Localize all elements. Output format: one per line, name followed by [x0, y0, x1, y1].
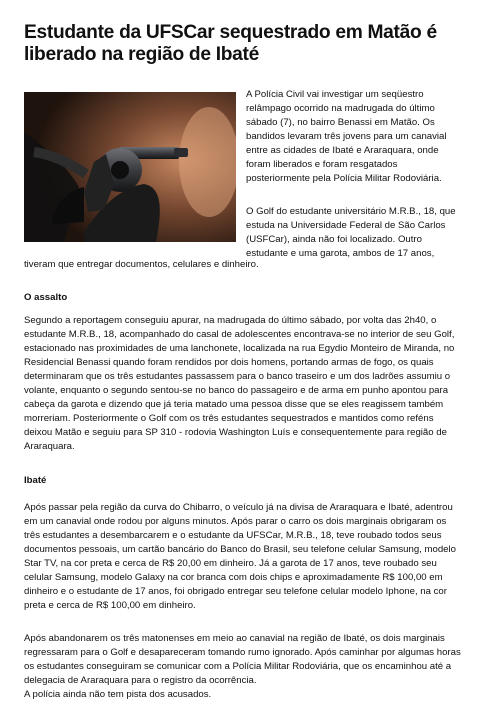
- section-heading-assalto: O assalto: [24, 292, 68, 303]
- revolver-image: [24, 92, 236, 242]
- section-ibate-paragraph-3: A polícia ainda não tem pista dos acusados.: [24, 689, 212, 700]
- intro-paragraph-2-tail: tiveram que entregar documentos, celulares e dinheiro.: [24, 259, 259, 270]
- intro-paragraph-2: O Golf do estudante universitário M.R.B., 18, que estuda na Universidade Federal de São Carlos (USFCar), ainda não foi localizado. Outro estudante e uma garota, ambos de 17 anos,: [246, 206, 456, 259]
- section-assalto-paragraph: Segundo a reportagem conseguiu apurar, na madrugada do último sábado, por volta das 2h40, o estudante M.R.B., 18, acompanhado do casal de adolescentes encontrava-se no interior de seu Golf, estacionado nas proximidades de uma lanchonete, localizada na rua Egydio Monteiro de Miranda, no Residencial Benassi quando foram rendidos por dois homens, portando armas de fogo, os quais determinaram que os três estudantes passassem para o banco traseiro e um dos ladrões assumiu o volante, enquanto o segundo sentou-se no banco do passageiro e de arma em punho apontou para cabeça da garota e dizendo que já teria matado uma pessoa disse que se eles reagissem também morreriam. Posteriormente o Golf com os três estudantes sequestrados e mantidos como reféns deixou Matão e seguiu para SP 310 - rodovia Washington Luís e consequentemente para região de Araraquara.: [24, 315, 455, 452]
- intro-paragraph-1: A Polícia Civil vai investigar um seqüestro relâmpago ocorrido na madrugada do último sábado (7), no bairro Benassi em Matão. Os bandidos levaram três jovens para um canavial entre as cidades de Ibaté e Araraquara, onde foram liberados e foram resgatados posteriormente pela Polícia Militar Rodoviária.: [246, 89, 447, 184]
- section-heading-ibate: Ibaté: [24, 475, 47, 486]
- section-ibate-paragraph-1: Após passar pela região da curva do Chibarro, o veículo já na divisa de Araraquara e Ibaté, adentrou em um canavial onde rodou por alguns minutos. Após parar o carro os dois marginais obrigaram os três estudantes a desembarcarem e o estudante da UFSCar, M.R.B., 18, teve roubado todos seus documentos pessoais, um cartão bancário do Banco do Brasil, seu telefone celular Samsung, modelo Star TV, na cor preta e cerca de R$ 20,00 em dinheiro. Já a garota de 17 anos, teve roubado seu celular Samsung, modelo Galaxy na cor branca com dois chips e aproximadamente R$ 100,00 em dinheiro e o estudante de 17 anos, foi obrigado entregar seu telefone celular modelo Iphone, na cor preta e cerca de R$ 100,00 em dinheiro.: [24, 502, 456, 611]
- article-title: Estudante da UFSCar sequestrado em Matão é liberado na região de Ibaté: [24, 22, 437, 65]
- section-ibate-paragraph-2: Após abandonarem os três matonenses em meio ao canavial na região de Ibaté, os dois marginais regressaram para o Golf e desapareceram tomando rumo ignorado. Após caminhar por algumas horas os estudantes conseguiram se comunicar com a Polícia Militar Rodoviária, que os encaminhou até a delegacia de Araraquara para o registro da ocorrência.: [24, 633, 461, 686]
- article-photo-gun: [24, 92, 236, 242]
